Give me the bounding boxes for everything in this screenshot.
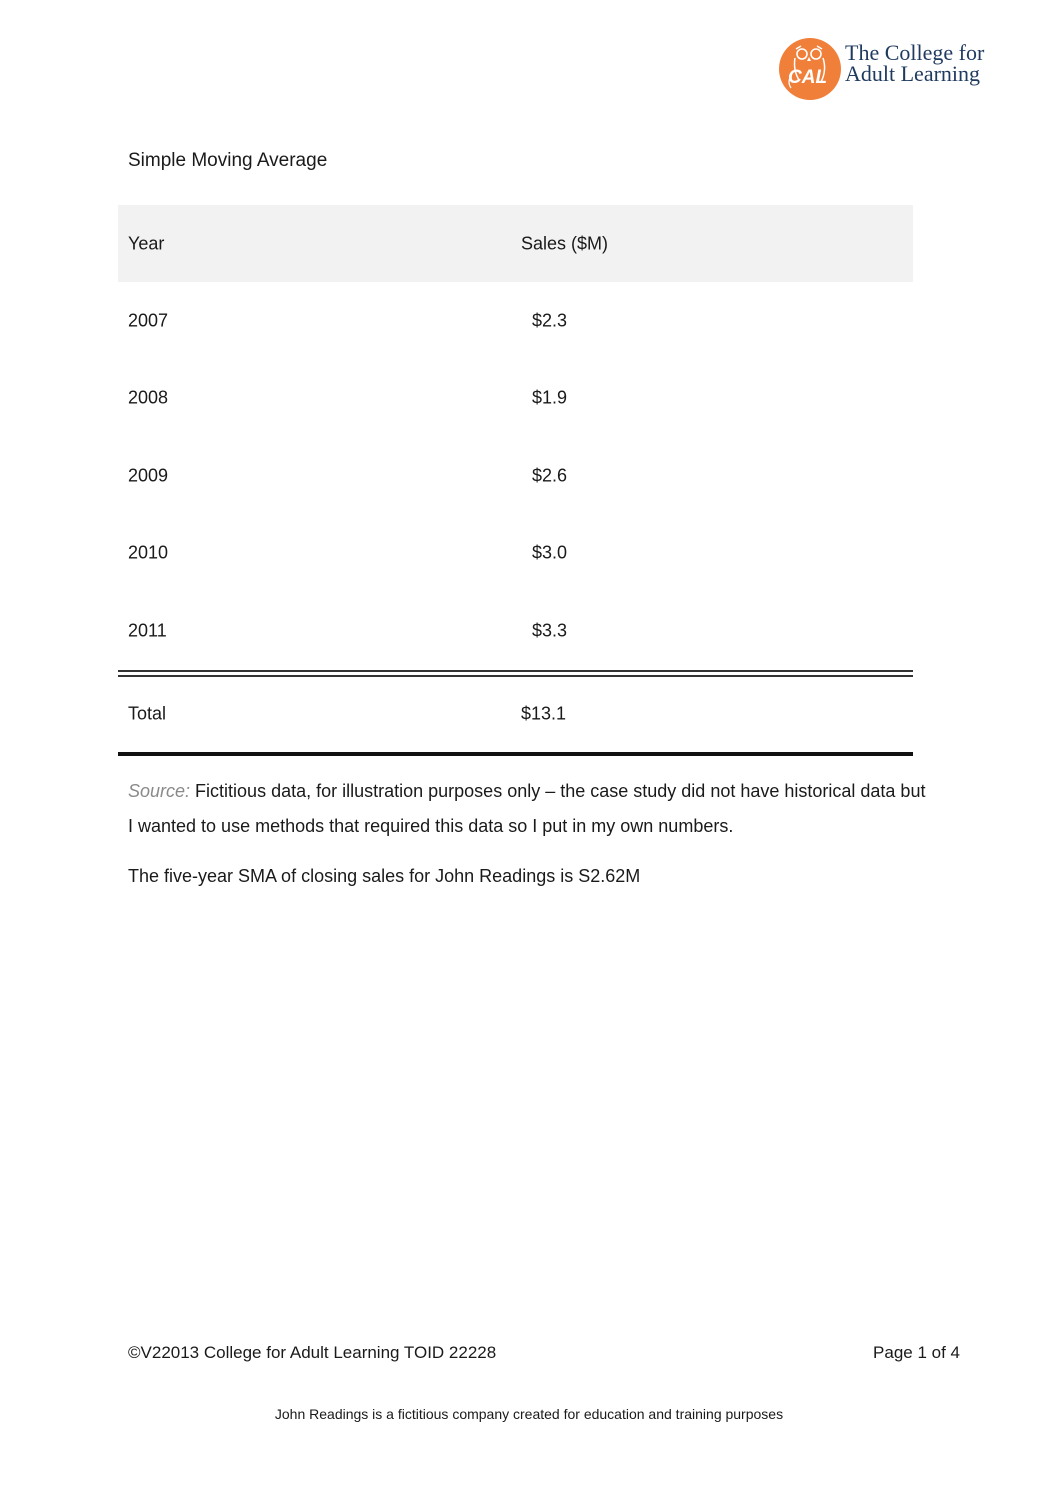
column-header-year: Year [128, 233, 165, 253]
sales-cell: $2.6 [532, 465, 568, 486]
table-bottom-rule [118, 752, 913, 756]
table-row [118, 437, 913, 515]
table-total-row [118, 677, 913, 752]
sma-summary: The five-year SMA of closing sales for John Readings is S2.62M [128, 866, 641, 886]
logo-line-1: The College for [845, 40, 985, 65]
sales-cell: $3.3 [532, 620, 568, 641]
source-note [128, 774, 928, 844]
page-title: Simple Moving Average [128, 150, 328, 171]
total-divider-top [118, 670, 913, 672]
owl-badge-icon [779, 38, 841, 100]
logo-line-2: Adult Learning [845, 61, 981, 86]
source-text: Fictitious data, for illustration purposes only – the case study did not have historical data but I wanted to use methods that required this data so I put in my own numbers. [128, 781, 926, 836]
logo-wordmark [845, 42, 984, 84]
table-row [118, 515, 913, 593]
footer-page-number: Page 1 of 4 [873, 1343, 960, 1362]
sales-cell: $2.3 [532, 310, 568, 331]
source-label: Source: [128, 781, 191, 801]
footer-disclaimer: John Readings is a fictitious company created for education and training purposes [274, 1406, 784, 1422]
table-row [118, 592, 913, 670]
college-logo [779, 38, 994, 100]
table-header-row [118, 205, 913, 282]
footer-copyright: ©V22013 College for Adult Learning TOID 22228 [128, 1343, 497, 1362]
total-value: $13.1 [521, 703, 567, 724]
year-cell: 2010 [128, 542, 169, 563]
sales-cell: $3.0 [532, 542, 568, 563]
total-label: Total [128, 703, 167, 724]
table-row [118, 282, 913, 360]
year-cell: 2009 [128, 465, 169, 486]
sales-table [118, 205, 913, 756]
year-cell: 2011 [128, 620, 167, 641]
table-row [118, 360, 913, 438]
year-cell: 2007 [128, 310, 169, 331]
year-cell: 2008 [128, 387, 169, 408]
column-header-sales: Sales ($M) [521, 233, 609, 253]
sales-cell: $1.9 [532, 387, 568, 408]
logo-badge-text: CAL [788, 67, 828, 88]
